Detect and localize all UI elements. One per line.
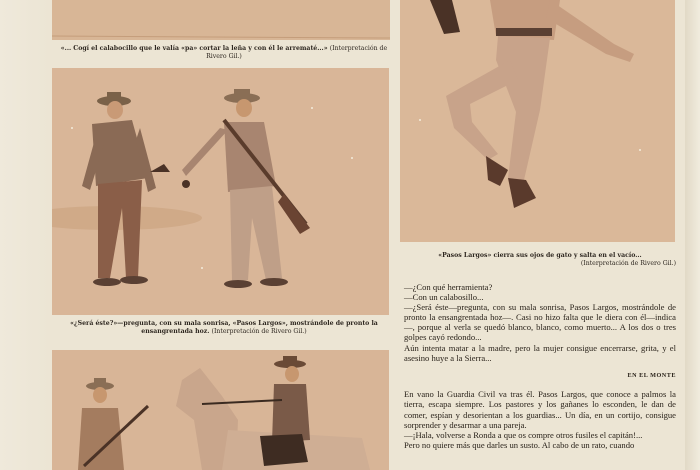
section-paragraph-2: —¡Hala, volverse a Ronda a que os compre otros fusiles el capitán!...: [404, 430, 643, 441]
illustration-top-left-art: [52, 0, 390, 40]
article-paragraph-1: —¿Será éste—pregunta, con su mala sonrisa, Pasos Largos, mostrándole de pronto la ensangrentada hoz—. Casi no hizo falta que le diera con él—indica—, porque al verla se quedó blanco, blanco, como muerto... A los dos o tres golpes cayó redondo...: [404, 302, 676, 343]
section-paragraph-3: Pero no quiere más que darles un susto. Al cabo de un rato, cuando: [404, 440, 635, 451]
illustration-bottom-left-art: [52, 350, 389, 470]
article-dialogue: [404, 282, 676, 363]
illustration-middle-left: [52, 68, 389, 315]
illustration-middle-left-art: [52, 68, 389, 315]
caption-right-credit: (Interpretación de Rivero Gil.): [580, 260, 676, 267]
section-paragraph-1: En vano la Guardia Civil va tras él. Pasos Largos, que conoce a palmos la tierra, escapa siempre. Los pastores y los gañanes lo esconden, le dan de comer, espían y desorientan a los guardias... Un día, en un cortijo, consigue sorprender y desarmar a una pareja.: [404, 389, 676, 430]
section-heading: EN EL MONTE: [627, 372, 676, 379]
illustration-bottom-left: [52, 350, 389, 470]
caption-middle-left-quote: «¿Será éste?»—pregunta, con su mala sonrisa, «Pasos Largos», mostrándole de pronto la ensangrentada hoz.: [70, 320, 378, 335]
caption-right-quote: «Pasos Largos» cierra sus ojos de gato y salta en el vacío...: [438, 252, 642, 259]
article-section-body: [404, 389, 676, 451]
illustration-top-left: [52, 0, 390, 40]
caption-right: [404, 252, 676, 268]
caption-top-left-credit: (Interpretación de Rivero Gil.): [206, 45, 388, 60]
caption-middle-left: [52, 320, 396, 336]
caption-middle-left-credit: (Interpretación de Rivero Gil.): [211, 328, 307, 335]
illustration-right-art: [400, 0, 675, 242]
page-margin: [0, 0, 50, 470]
article-line-2: —Con un calabosillo...: [404, 292, 484, 303]
caption-top-left-quote: «... Cogí el calabocillo que le valía «pa» cortar la leña y con él le arrematé...»: [60, 45, 328, 52]
article-paragraph-2: Aún intenta matar a la madre, pero la mujer consigue encerrarse, grita, y el asesino huye a la Sierra...: [404, 342, 676, 363]
illustration-right: [400, 0, 675, 242]
article-line-1: —¿Con qué herramienta?: [404, 282, 493, 292]
page-fold-edge: [685, 0, 700, 470]
caption-top-left: [52, 45, 396, 61]
